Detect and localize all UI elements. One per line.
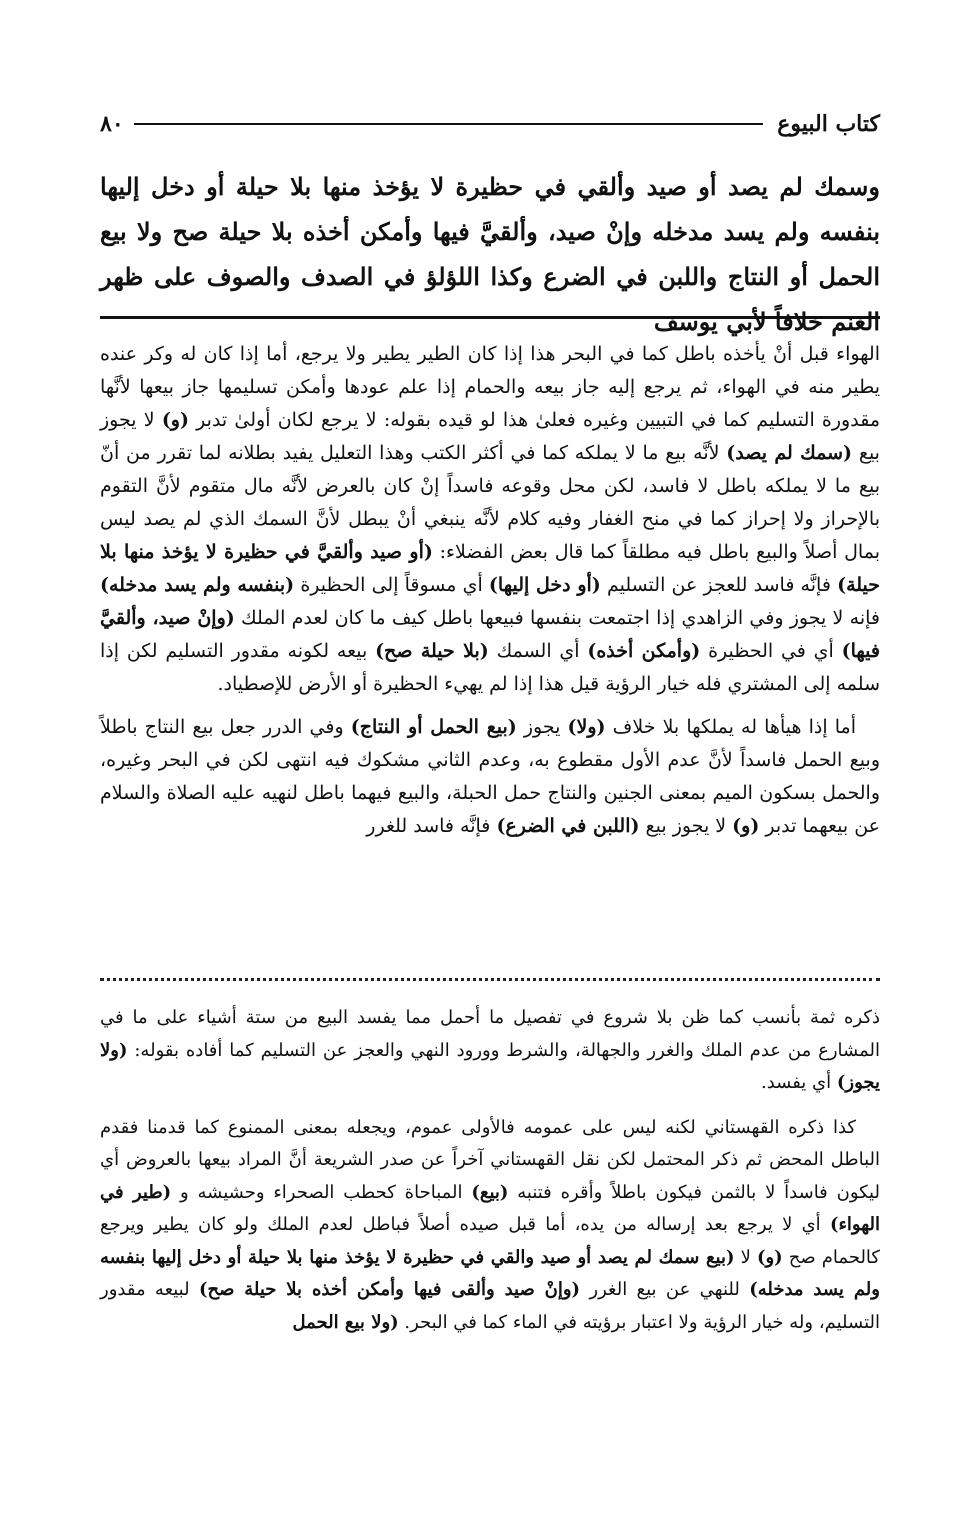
bold-matn-quote: (بيع سمك لم يصد أو صيد والقي في حظيرة لا يؤخذ منها بلا حيلة أو دخل إليها بنفسه ولم يسد مدخله) — [100, 1246, 880, 1300]
bold-matn-quote: (و) — [732, 815, 760, 837]
commentary-text: فإنه لا يجوز وفي الزاهدي إذا اجتمعت بنفسها فبيعها باطل كيف ما كان لعدم الملك — [234, 607, 881, 629]
book-page — [100, 0, 880, 1517]
matn-text: وسمك لم يصد أو صيد وألقي في حظيرة لا يؤخذ منها بلا حيلة أو دخل إليها بنفسه ولم يسد مدخله وإنْ صيد، وألقيَّ فيها وأمكن أخذه بلا حيلة صح ولا بيع الحمل أو النتاج واللبن في الضرع وكذا اللؤلؤ في الصدف والصوف على ظهر الغنم خلافاً لأبي يوسف — [100, 172, 881, 336]
bold-matn-quote: (بنفسه ولم يسد مدخله) — [100, 574, 295, 596]
commentary-text: أي مسوقاً إلى الحظيرة — [294, 574, 489, 596]
commentary-text: بيعه لكونه مقدور التسليم لكن إذا سلمه إلى المشتري فله خيار الرؤية قيل هذا إذا لم يهيء الحظيرة أو الأرض للإصطياد. — [100, 640, 880, 695]
commentary-text: أي في الحظيرة — [700, 640, 842, 662]
commentary-text: المباحاة كحطب الصحراء وحشيشه و — [171, 1181, 472, 1203]
bold-matn-quote: (اللبن في الضرع) — [496, 815, 640, 837]
bold-matn-quote: (بيع) — [471, 1181, 509, 1203]
matn-divider — [100, 316, 880, 319]
bold-matn-quote: (بلا حيلة صح) — [375, 640, 489, 662]
commentary-text: للنهي عن بيع الغرر — [580, 1279, 750, 1300]
header-rule — [134, 123, 764, 125]
commentary-text: أي لا يرجع بعد إرساله من يده، أما قبل صيده أصلاً فباطل لعدم الملك ولو كان يطير ويرجع كالحمام صح — [100, 1214, 880, 1268]
hashiya-paragraph-1 — [100, 1002, 880, 1100]
bold-matn-quote: (وإنْ صيد وألقى فيها وأمكن أخذه بلا حيلة صح) — [198, 1279, 581, 1300]
sharh-commentary — [100, 338, 880, 853]
commentary-text: الهواء قبل أنْ يأخذه باطل كما في البحر هذا إذا كان الطير يطير ولا يرجع، أما إذا كان له وكر عنده يطير منه في الهواء، ثم يرجع إليه جاز بيعه والحمام إذا علم عودها وأمكن تسليمها جاز بيعها لأنَّها مقدورة التسليم كما في التبيين وغيره فعلىٰ هذا لو قيده بقوله: لا يرجع لكان أولىٰ تدبر — [100, 343, 880, 431]
bold-matn-quote: (ولا) — [567, 716, 606, 738]
commentary-text: أي يفسد. — [760, 1072, 837, 1093]
bold-matn-quote: (أو دخل إليها) — [488, 574, 601, 596]
commentary-text: لا يجوز بيع — [639, 815, 733, 837]
commentary-text: كذا ذكره القهستاني لكنه ليس على عمومه فالأولى عموم، ويجعله بمعنى الممنوع كما قدمنا فقدم الباطل المحض ثم ذكر المحتمل لكن نقل القهستاني آخراً عن صدر الشريعة أنَّ المراد بيعها بالعروض أي ليكون فاسداً لا بالثمن فيكون باطلاً وأقره فتنبه — [100, 1116, 880, 1203]
bold-matn-quote: (و) — [756, 1246, 783, 1268]
bold-matn-quote: (أو صيد وألقيَّ في حظيرة لا يؤخذ منها بلا حيلة) — [100, 541, 881, 596]
hashiya-notes — [100, 1002, 880, 1351]
commentary-text: لا يجوز بيع — [100, 409, 880, 464]
hashiya-divider — [100, 978, 880, 981]
bold-matn-quote: (سمك لم يصد) — [726, 442, 853, 464]
page-number: ٨٠ — [100, 111, 124, 137]
page-header — [100, 104, 880, 144]
commentary-text: أي السمك — [488, 640, 588, 662]
commentary-text: ذكره ثمة بأنسب كما ظن بلا شروع في تفصيل ما أحمل مما يفسد البيع من ستة أشياء على ما في المشارع من عدم الملك والغرر والجهالة، والشرط وورود النهي والعجز عن التسليم كما أفاده بقوله: — [100, 1007, 880, 1061]
commentary-text: لأنَّه بيع ما لا يملكه كما في أكثر الكتب وهذا التعليل يفيد بطلانه لما تقرر من أنّ بيع ما لا يملكه باطل لا فاسد، لكن محل وقوعه فاسداً إنْ كان بالعرض لأنَّه مال متقوم لأنَّ التقوم بالإحراز ولا إحراز كما في منح الغفار وفيه كلام لأنَّه ينبغي أنْ يبطل لأنَّ السمك الذي لم يصد ليس بمال أصلاً والبيع باطل فيه مطلقاً كما قال بعض الفضلاء: — [100, 442, 880, 563]
commentary-text: لا — [734, 1246, 757, 1268]
hashiya-paragraph-2 — [100, 1112, 880, 1340]
bold-matn-quote: (وأمكن أخذه) — [587, 640, 701, 662]
commentary-text: فإنَّه فاسد للعجز عن التسليم — [600, 574, 838, 596]
bold-matn-quote: (طير في الهواء) — [100, 1181, 880, 1235]
commentary-text: أما إذا هيأها له يملكها بلا خلاف — [605, 716, 856, 738]
bold-matn-quote: (و) — [161, 409, 189, 431]
book-title: كتاب البيوع — [777, 111, 880, 137]
sharh-paragraph-2 — [100, 711, 880, 843]
commentary-text: لبيعه مقدور التسليم، وله خيار الرؤية ولا اعتبار برؤيته في الماء كما في البحر. — [100, 1279, 880, 1333]
sharh-paragraph-1 — [100, 338, 880, 701]
commentary-text: يجوز — [516, 716, 568, 738]
bold-matn-quote: (وإنْ صيد، وألقيَّ فيها) — [100, 607, 880, 662]
commentary-text: فإنَّه فاسد للغرر — [366, 815, 497, 837]
bold-matn-quote: (ولا يجوز) — [100, 1039, 880, 1093]
commentary-text: وفي الدرر جعل بيع النتاج باطلاً وبيع الحمل فاسداً لأنَّ عدم الأول مقطوع به، وعدم الثاني مشكوك فيه انتهى لكن في البحر وغيره، والحمل بسكون الميم بمعنى الجنين والنتاج حمل الحبلة، والبيع فيهما باطل لنهيه عليه الصلاة والسلام عن بيعهما تدبر — [100, 716, 880, 837]
bold-matn-quote: (ولا بيع الحمل — [292, 1311, 399, 1333]
bold-matn-quote: (بيع الحمل أو النتاج) — [350, 716, 517, 738]
